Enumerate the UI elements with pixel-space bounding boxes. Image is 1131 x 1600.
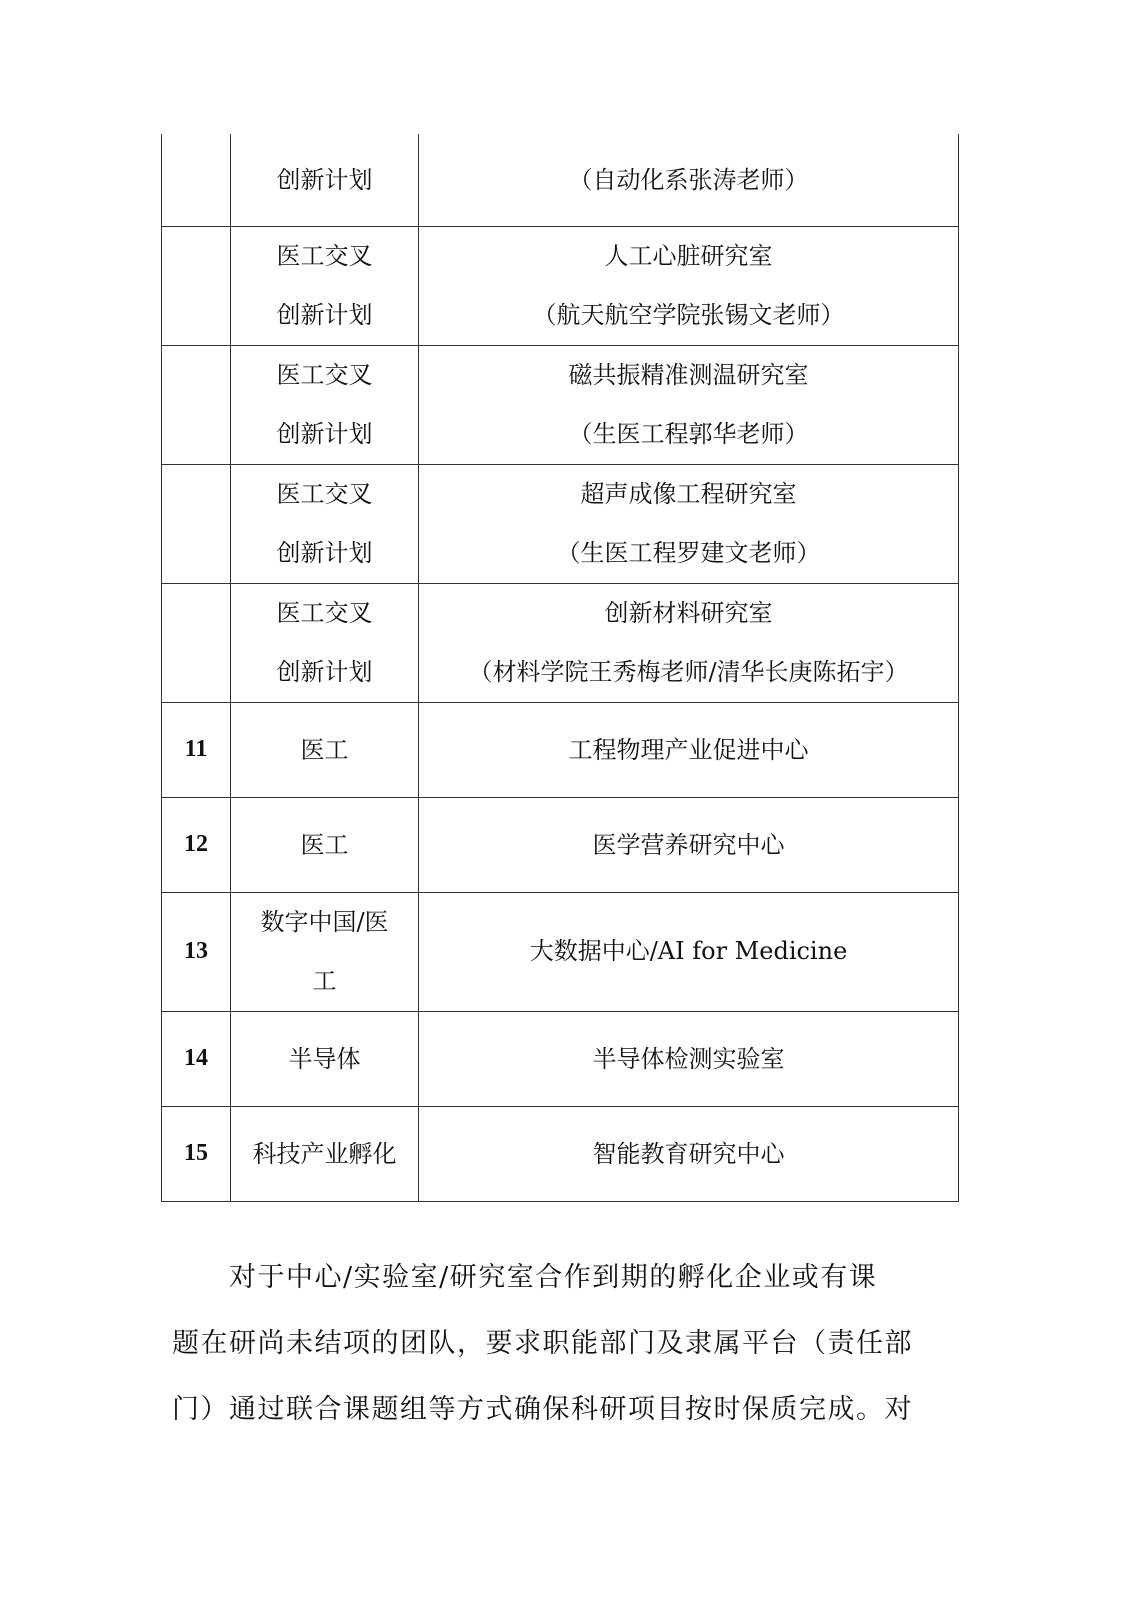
row-number: 15 (162, 1106, 231, 1201)
row-number (162, 345, 231, 464)
row-category (231, 797, 419, 892)
row-number (162, 583, 231, 702)
category-line: 数字中国/医 (260, 907, 389, 936)
row-category (231, 1011, 419, 1106)
row-name (419, 464, 959, 583)
row-name (419, 134, 959, 226)
name-line: 人工心脏研究室 (604, 241, 773, 270)
row-category (231, 702, 419, 797)
name-line: 工程物理产业促进中心 (568, 735, 809, 764)
table-row (162, 797, 959, 892)
row-number: 14 (162, 1011, 231, 1106)
row-number (162, 134, 231, 226)
row-category (231, 345, 419, 464)
row-category (231, 134, 419, 226)
body-paragraph (172, 1245, 962, 1443)
name-line: （生医工程罗建文老师） (556, 538, 821, 567)
category-line: 创新计划 (276, 165, 373, 194)
name-line: 半导体检测实验室 (592, 1044, 785, 1073)
name-line: 智能教育研究中心 (592, 1139, 785, 1168)
category-line: 医工交叉 (276, 598, 373, 627)
paragraph-line: 门）通过联合课题组等方式确保科研项目按时保质完成。对 (172, 1394, 913, 1425)
paragraph-line: 题在研尚未结项的团队，要求职能部门及隶属平台（责任部 (172, 1328, 913, 1359)
row-name (419, 702, 959, 797)
table-row (162, 583, 959, 702)
table-row (162, 345, 959, 464)
table-row (162, 464, 959, 583)
name-line: （材料学院王秀梅老师/清华长庚陈拓宇） (468, 657, 909, 686)
category-line: 半导体 (288, 1044, 361, 1073)
name-line: （自动化系张涛老师） (568, 165, 809, 194)
table-row (162, 226, 959, 345)
name-line: （航天航空学院张锡文老师） (532, 300, 845, 329)
row-category (231, 226, 419, 345)
category-line: 创新计划 (276, 657, 373, 686)
row-name (419, 1011, 959, 1106)
row-name (419, 892, 959, 1011)
category-line: 医工 (300, 735, 349, 764)
row-name (419, 226, 959, 345)
row-category (231, 583, 419, 702)
table-row (162, 1106, 959, 1201)
table-row (162, 1011, 959, 1106)
row-number (162, 226, 231, 345)
name-line: （生医工程郭华老师） (568, 419, 809, 448)
category-line: 工 (312, 966, 337, 995)
category-line: 医工交叉 (276, 360, 373, 389)
row-name (419, 1106, 959, 1201)
category-line: 医工交叉 (276, 479, 373, 508)
row-number: 13 (162, 892, 231, 1011)
name-line: 超声成像工程研究室 (580, 479, 797, 508)
row-category (231, 892, 419, 1011)
row-category (231, 1106, 419, 1201)
name-line: 大数据中心/AI for Medicine (529, 937, 848, 965)
category-line: 创新计划 (276, 300, 373, 329)
category-line: 医工 (300, 830, 349, 859)
category-line: 医工交叉 (276, 241, 373, 270)
table-row (162, 134, 959, 226)
row-name (419, 345, 959, 464)
table-row (162, 702, 959, 797)
category-line: 创新计划 (276, 538, 373, 567)
row-name (419, 583, 959, 702)
name-line: 磁共振精准测温研究室 (568, 360, 809, 389)
row-name (419, 797, 959, 892)
category-line: 科技产业孵化 (252, 1139, 397, 1168)
row-number: 12 (162, 797, 231, 892)
category-line: 创新计划 (276, 419, 373, 448)
platform-table (161, 134, 959, 1202)
paragraph-line: 对于中心/实验室/研究室合作到期的孵化企业或有课 (172, 1262, 878, 1293)
row-category (231, 464, 419, 583)
name-line: 医学营养研究中心 (592, 830, 785, 859)
name-line: 创新材料研究室 (604, 598, 773, 627)
row-number: 11 (162, 702, 231, 797)
row-number (162, 464, 231, 583)
table-row (162, 892, 959, 1011)
